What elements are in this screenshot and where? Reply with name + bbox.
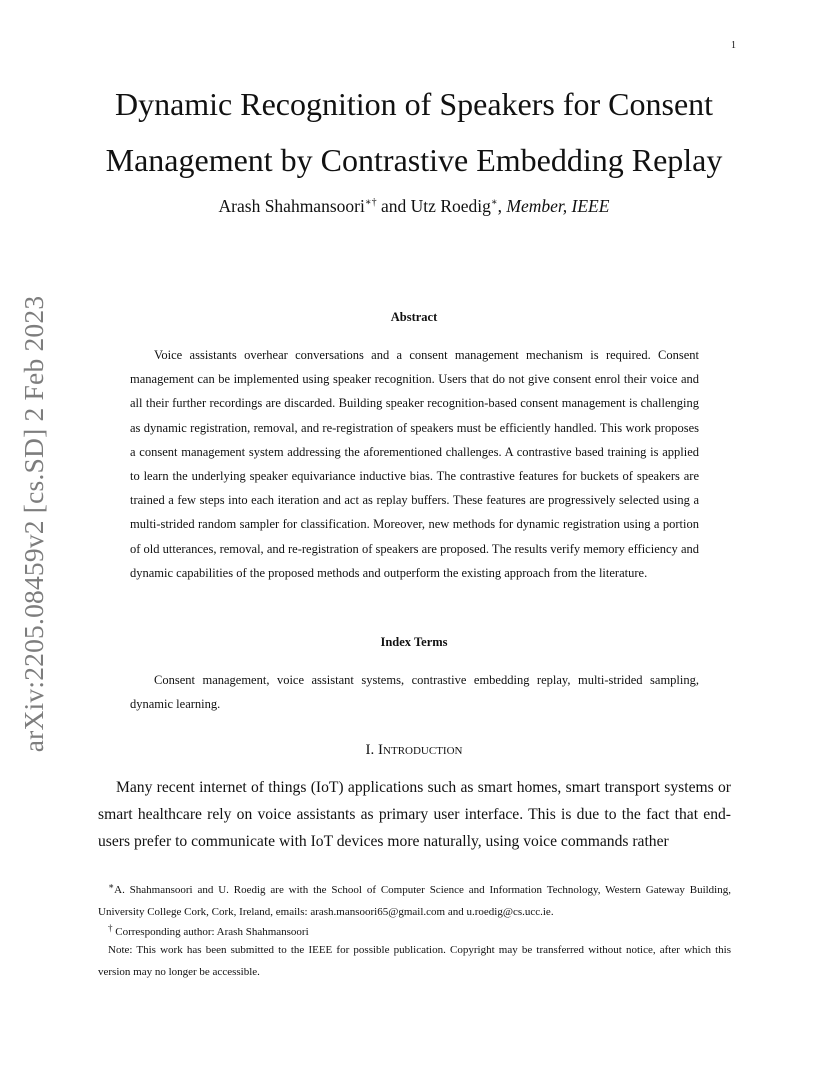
footnote-affiliation <box>98 876 731 923</box>
index-terms-text: Consent management, voice assistant systems, contrastive embedding replay, multi-strided sampling, dynamic learning. <box>130 673 699 712</box>
introduction-title: Introduction <box>378 742 463 758</box>
abstract-heading: Abstract <box>390 310 438 324</box>
author-line <box>60 196 768 217</box>
author-1-footnote-marks: ∗† <box>364 197 377 208</box>
introduction-numeral: I. <box>365 742 375 758</box>
introduction-text: Many recent internet of things (IoT) applications such as smart homes, smart transport systems or smart healthcare rely on voice assistants as primary user interface. This is due to the fact that end-users prefer to communicate with IoT devices more naturally, using voice commands rather <box>98 779 731 851</box>
introduction-heading <box>60 742 768 759</box>
footnote-corresponding-mark: † <box>108 923 113 933</box>
page-number: 1 <box>731 40 736 51</box>
author-1-name: Arash Shahmansoori <box>218 196 365 216</box>
index-terms-heading: Index Terms <box>380 635 448 649</box>
arxiv-identifier-stamp: arXiv:2205.08459v2 [cs.SD] 2 Feb 2023 <box>18 295 49 753</box>
author-conjunction: and <box>381 196 407 216</box>
footnote-note: Note: This work has been submitted to the IEEE for possible publication. Copyright may be transferred without notice, after which this version may no longer be accessible. <box>98 944 731 978</box>
author-2-footnote-marks: ∗ <box>490 197 498 208</box>
author-2-name: Utz Roedig <box>410 196 491 216</box>
abstract-text: Voice assistants overhear conversations and a consent management mechanism is required. Consent management can be implemented using speaker recognition. Users that do not give consent enrol their voice and all their further recordings are discarded. Building speaker recognition-based consent management is challenging as dynamic registration, removal, and re-registration of speakers must be efficiently handled. This work proposes a consent management system addressing the aforementioned challenges. A contrastive based training is applied to learn the underlying speaker equivariance inductive bias. The contrastive features for buckets of speakers are trained a few steps into each iteration and act as replay buffers. These features are progressively selected using a multi-strided random sampler for classification. Moreover, new methods for dynamic registration using a portion of old utterances, removal, and re-registration of speakers are proposed. The results verify memory efficiency and dynamic capabilities of the proposed methods and outperform the existing approach from the literature. <box>130 348 699 580</box>
footnote-corresponding-text: Corresponding author: Arash Shahmansoori <box>115 926 309 938</box>
author-separator: , <box>497 196 503 216</box>
author-membership: Member, IEEE <box>506 196 610 216</box>
footnote-affiliation-mark: ∗ <box>108 881 115 891</box>
paper-title: Dynamic Recognition of Speakers for Consent Management by Contrastive Embedding Replay <box>105 86 723 178</box>
footnote-affiliation-text: A. Shahmansoori and U. Roedig are with the School of Computer Science and Information Technology, Western Gateway Building, University College Cork, Cork, Ireland, emails: arash.mansoori65@gmail.com and u.roedig@cs.ucc.ie. <box>98 884 731 918</box>
